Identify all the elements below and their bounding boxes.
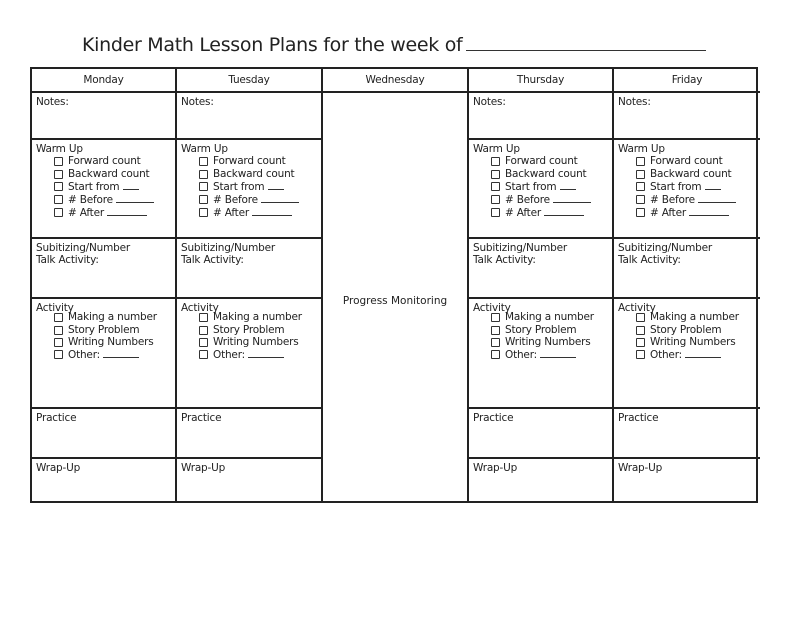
checkbox-label: Story Problem bbox=[650, 323, 722, 336]
activity-cell[interactable] bbox=[177, 299, 321, 409]
notes-cell[interactable] bbox=[614, 93, 760, 140]
checkbox-item[interactable] bbox=[491, 324, 598, 336]
checkbox-item[interactable] bbox=[636, 180, 756, 193]
checkbox-item[interactable] bbox=[199, 336, 306, 348]
checkbox-item[interactable] bbox=[636, 336, 743, 348]
practice-cell[interactable] bbox=[614, 409, 760, 459]
checkbox-label: Story Problem bbox=[213, 323, 285, 336]
checkbox-label: Other: bbox=[68, 349, 100, 362]
activity-label: Activity bbox=[618, 302, 656, 314]
warmup-cell[interactable] bbox=[469, 140, 612, 239]
practice-label: Practice bbox=[618, 412, 659, 424]
wrapup-cell[interactable] bbox=[32, 459, 175, 505]
warmup-label: Warm Up bbox=[36, 143, 83, 155]
checkbox-label: # Before bbox=[650, 194, 695, 207]
checkbox-label: Forward count bbox=[505, 155, 578, 168]
checkbox-item[interactable] bbox=[199, 206, 317, 219]
practice-cell[interactable] bbox=[177, 409, 321, 459]
subitizing-cell[interactable] bbox=[614, 239, 760, 299]
subitizing-label: Subitizing/Number Talk Activity: bbox=[36, 242, 131, 267]
checkbox-label: Other: bbox=[505, 349, 537, 362]
warmup-cell[interactable] bbox=[177, 140, 321, 239]
checkbox-item[interactable] bbox=[199, 180, 317, 193]
checkbox-item[interactable] bbox=[199, 155, 317, 167]
checkbox-label: Story Problem bbox=[68, 323, 140, 336]
day-header: Friday bbox=[614, 69, 760, 93]
warmup-label: Warm Up bbox=[181, 143, 228, 155]
subitizing-label: Subitizing/Number Talk Activity: bbox=[181, 242, 276, 267]
warmup-cell[interactable] bbox=[32, 140, 175, 239]
checkbox-label: Start from bbox=[68, 180, 120, 193]
checkbox-item[interactable] bbox=[54, 324, 161, 336]
progress-monitoring-label: Progress Monitoring bbox=[342, 295, 448, 307]
checkbox-item[interactable] bbox=[491, 206, 608, 219]
checkbox-label: Making a number bbox=[650, 311, 739, 324]
checkbox-item[interactable] bbox=[636, 206, 756, 219]
fill-blank[interactable] bbox=[560, 180, 576, 190]
page-title bbox=[82, 34, 706, 56]
week-blank[interactable] bbox=[466, 36, 706, 51]
checkbox-item[interactable] bbox=[54, 311, 161, 323]
checkbox-label: Other: bbox=[213, 349, 245, 362]
checkbox-item[interactable] bbox=[636, 324, 743, 336]
fill-blank[interactable] bbox=[123, 180, 139, 190]
checkbox-item[interactable] bbox=[54, 336, 161, 348]
activity-label: Activity bbox=[181, 302, 219, 314]
checkbox-item[interactable] bbox=[54, 168, 171, 180]
notes-label: Notes: bbox=[36, 96, 69, 108]
checkbox-label: Start from bbox=[213, 180, 265, 193]
fill-blank[interactable] bbox=[248, 348, 284, 358]
day-column-monday bbox=[32, 69, 177, 501]
checkbox-label: Backward count bbox=[213, 167, 295, 180]
fill-blank[interactable] bbox=[705, 180, 721, 190]
title-text: Kinder Math Lesson Plans for the week of bbox=[82, 34, 463, 56]
checkbox-label: # Before bbox=[213, 194, 258, 207]
checkbox-item[interactable] bbox=[54, 180, 171, 193]
checkbox-label: Backward count bbox=[650, 167, 732, 180]
checkbox-item[interactable] bbox=[636, 311, 743, 323]
checkbox-label: Backward count bbox=[505, 167, 587, 180]
lesson-plan-table bbox=[30, 67, 758, 503]
checkbox-item[interactable] bbox=[199, 348, 306, 361]
fill-blank[interactable] bbox=[698, 193, 736, 203]
day-column-wednesday bbox=[323, 69, 469, 501]
checkbox-item[interactable] bbox=[54, 348, 161, 361]
checkbox-item[interactable] bbox=[491, 155, 608, 167]
activity-cell[interactable] bbox=[614, 299, 760, 409]
fill-blank[interactable] bbox=[107, 206, 147, 216]
checkbox-item[interactable] bbox=[54, 155, 171, 167]
fill-blank[interactable] bbox=[116, 193, 154, 203]
day-header: Thursday bbox=[469, 69, 612, 93]
day-header: Tuesday bbox=[177, 69, 321, 93]
wrapup-label: Wrap-Up bbox=[36, 462, 81, 474]
checkbox-item[interactable] bbox=[491, 348, 598, 361]
subitizing-cell[interactable] bbox=[469, 239, 612, 299]
fill-blank[interactable] bbox=[261, 193, 299, 203]
checkbox-item[interactable] bbox=[54, 193, 171, 206]
fill-blank[interactable] bbox=[685, 348, 721, 358]
checkbox-label: Writing Numbers bbox=[213, 335, 299, 348]
practice-cell[interactable] bbox=[32, 409, 175, 459]
checkbox-item[interactable] bbox=[54, 206, 171, 219]
fill-blank[interactable] bbox=[252, 206, 292, 216]
wrapup-cell[interactable] bbox=[469, 459, 612, 505]
checkbox-item[interactable] bbox=[199, 193, 317, 206]
activity-cell[interactable] bbox=[32, 299, 175, 409]
activity-cell[interactable] bbox=[469, 299, 612, 409]
checkbox-label: Backward count bbox=[68, 167, 150, 180]
notes-label: Notes: bbox=[181, 96, 214, 108]
checkbox-label: Forward count bbox=[68, 155, 141, 168]
notes-cell[interactable] bbox=[177, 93, 321, 140]
warmup-label: Warm Up bbox=[473, 143, 520, 155]
warmup-cell[interactable] bbox=[614, 140, 760, 239]
fill-blank[interactable] bbox=[268, 180, 284, 190]
fill-blank[interactable] bbox=[544, 206, 584, 216]
checkbox-item[interactable] bbox=[199, 324, 306, 336]
checkbox-item[interactable] bbox=[491, 168, 608, 180]
checkbox-label: Other: bbox=[650, 349, 682, 362]
fill-blank[interactable] bbox=[553, 193, 591, 203]
notes-label: Notes: bbox=[473, 96, 506, 108]
practice-cell[interactable] bbox=[469, 409, 612, 459]
checkbox-item[interactable] bbox=[636, 348, 743, 361]
notes-cell[interactable] bbox=[469, 93, 612, 140]
day-column-thursday bbox=[469, 69, 614, 501]
checkbox-label: Forward count bbox=[650, 155, 723, 168]
fill-blank[interactable] bbox=[540, 348, 576, 358]
wrapup-label: Wrap-Up bbox=[618, 462, 663, 474]
subitizing-cell[interactable] bbox=[32, 239, 175, 299]
wrapup-cell[interactable] bbox=[177, 459, 321, 505]
day-column-tuesday bbox=[177, 69, 323, 501]
checkbox-label: # Before bbox=[505, 194, 550, 207]
checkbox-label: Making a number bbox=[213, 311, 302, 324]
fill-blank[interactable] bbox=[689, 206, 729, 216]
checkbox-label: Start from bbox=[505, 180, 557, 193]
checkbox-label: Writing Numbers bbox=[68, 335, 154, 348]
practice-label: Practice bbox=[36, 412, 77, 424]
checkbox-item[interactable] bbox=[636, 193, 756, 206]
day-column-friday bbox=[614, 69, 760, 501]
checkbox-item[interactable] bbox=[491, 336, 598, 348]
activity-label: Activity bbox=[473, 302, 511, 314]
checkbox-label: Story Problem bbox=[505, 323, 577, 336]
checkbox-label: # After bbox=[68, 207, 104, 220]
checkbox-item[interactable] bbox=[491, 180, 608, 193]
activity-label: Activity bbox=[36, 302, 74, 314]
checkbox-label: # After bbox=[650, 207, 686, 220]
day-header: Monday bbox=[32, 69, 175, 93]
notes-label: Notes: bbox=[618, 96, 651, 108]
wrapup-cell[interactable] bbox=[614, 459, 760, 505]
checkbox-item[interactable] bbox=[636, 168, 756, 180]
checkbox-item[interactable] bbox=[636, 155, 756, 167]
checkbox-item[interactable] bbox=[199, 168, 317, 180]
wrapup-label: Wrap-Up bbox=[473, 462, 518, 474]
checkbox-label: Writing Numbers bbox=[505, 335, 591, 348]
day-header: Wednesday bbox=[323, 69, 467, 93]
checkbox-label: Writing Numbers bbox=[650, 335, 736, 348]
fill-blank[interactable] bbox=[103, 348, 139, 358]
checkbox-label: Making a number bbox=[505, 311, 594, 324]
checkbox-label: # After bbox=[213, 207, 249, 220]
notes-cell[interactable] bbox=[32, 93, 175, 140]
warmup-label: Warm Up bbox=[618, 143, 665, 155]
subitizing-label: Subitizing/Number Talk Activity: bbox=[618, 242, 713, 267]
checkbox-label: # After bbox=[505, 207, 541, 220]
checkbox-item[interactable] bbox=[491, 311, 598, 323]
checkbox-label: Start from bbox=[650, 180, 702, 193]
checkbox-item[interactable] bbox=[199, 311, 306, 323]
subitizing-cell[interactable] bbox=[177, 239, 321, 299]
checkbox-item[interactable] bbox=[491, 193, 608, 206]
wrapup-label: Wrap-Up bbox=[181, 462, 226, 474]
subitizing-label: Subitizing/Number Talk Activity: bbox=[473, 242, 568, 267]
checkbox-label: # Before bbox=[68, 194, 113, 207]
checkbox-label: Forward count bbox=[213, 155, 286, 168]
checkbox-label: Making a number bbox=[68, 311, 157, 324]
practice-label: Practice bbox=[181, 412, 222, 424]
practice-label: Practice bbox=[473, 412, 514, 424]
